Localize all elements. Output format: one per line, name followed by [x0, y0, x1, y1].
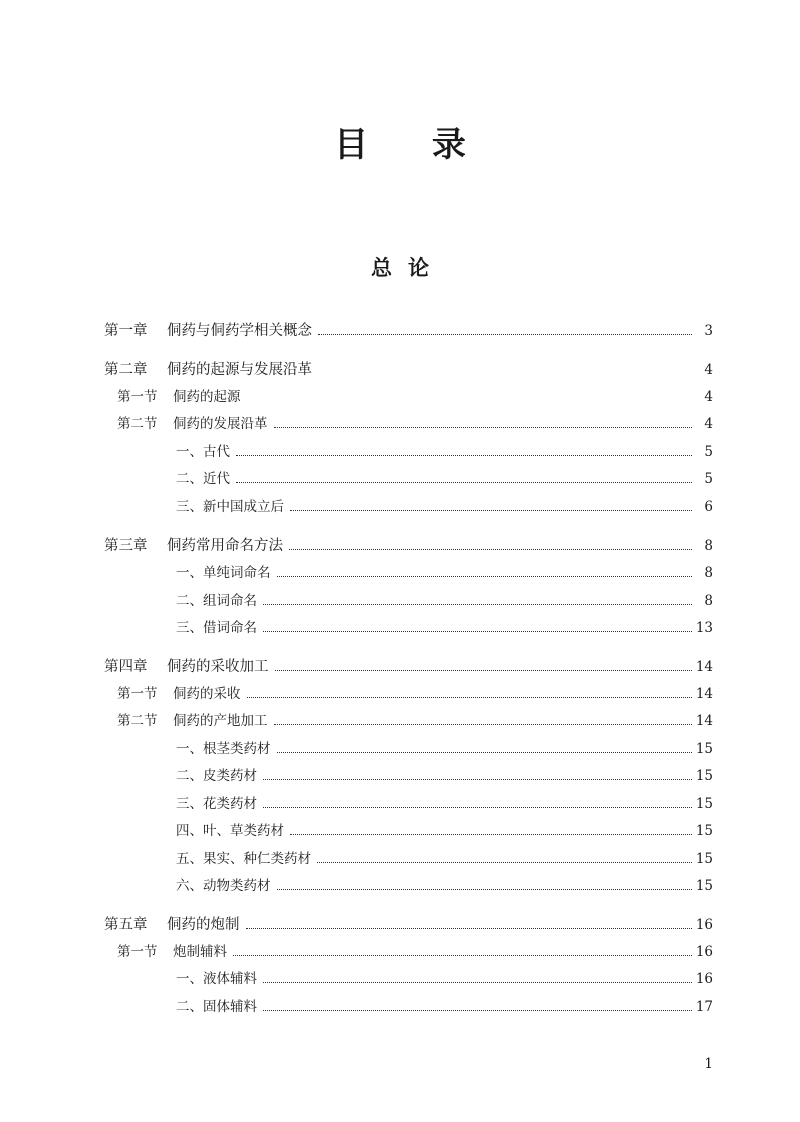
toc-page-number: 15 [695, 796, 713, 812]
toc-chapter-4[interactable] [0, 656, 800, 678]
toc-title: 侗药的起源 [173, 389, 241, 405]
toc-page-number: 5 [704, 471, 713, 487]
dot-leader [263, 807, 692, 808]
toc-page-number: 3 [704, 323, 713, 339]
toc-prefix: 第五章 [104, 917, 148, 933]
toc-title: 三、借词命名 [176, 620, 257, 636]
toc-item[interactable] [0, 562, 800, 584]
dot-leader [274, 724, 692, 725]
dot-leader [263, 631, 692, 632]
toc-title: 炮制辅料 [173, 944, 227, 960]
toc-section[interactable] [0, 941, 800, 963]
toc-item[interactable] [0, 617, 800, 639]
toc-title: 二、近代 [176, 471, 230, 487]
toc-prefix: 第二节 [117, 416, 158, 432]
toc-page-number: 6 [704, 499, 713, 515]
toc-item[interactable] [0, 468, 800, 490]
toc-page-number: 16 [695, 971, 713, 987]
toc-title: 二、固体辅料 [176, 999, 257, 1015]
dot-leader [246, 928, 692, 929]
toc-prefix: 第一节 [117, 686, 158, 702]
dot-leader [263, 604, 692, 605]
toc-page-number: 14 [695, 686, 713, 702]
toc-title: 二、组词命名 [176, 593, 257, 609]
dot-leader [263, 1010, 692, 1011]
dot-leader [236, 482, 692, 483]
toc-page-number: 17 [695, 999, 713, 1015]
dot-leader [289, 549, 692, 550]
page-number: 1 [704, 1056, 713, 1072]
toc-chapter-5[interactable] [0, 914, 800, 936]
page-title: 目 录 [334, 125, 492, 165]
toc-title: 侗药的采收 [173, 686, 241, 702]
dot-leader [318, 334, 692, 335]
toc-item[interactable] [0, 441, 800, 463]
toc-title: 一、单纯词命名 [176, 565, 271, 581]
dot-leader [277, 889, 692, 890]
toc-title: 侗药的产地加工 [173, 713, 268, 729]
toc-title: 六、动物类药材 [176, 878, 271, 894]
toc-title: 一、古代 [176, 444, 230, 460]
toc-title: 三、新中国成立后 [176, 499, 284, 515]
toc-page-number: 16 [695, 944, 713, 960]
toc-prefix: 第一章 [104, 323, 148, 339]
toc-prefix: 第三章 [104, 538, 148, 554]
toc-title: 一、液体辅料 [176, 971, 257, 987]
toc-page-number: 14 [695, 659, 713, 675]
dot-leader [277, 576, 692, 577]
toc-prefix: 第一节 [117, 389, 158, 405]
toc-prefix: 第一节 [117, 944, 158, 960]
toc-page-number: 8 [704, 538, 713, 554]
toc-item[interactable] [0, 848, 800, 870]
toc-page-number: 5 [704, 444, 713, 460]
dot-leader [233, 955, 692, 956]
dot-leader [275, 670, 692, 671]
section-title: 总论 [371, 256, 445, 280]
dot-leader [290, 834, 692, 835]
toc-title: 侗药常用命名方法 [167, 538, 283, 554]
toc-page-number: 16 [695, 917, 713, 933]
toc-item[interactable] [0, 996, 800, 1018]
toc-title: 二、皮类药材 [176, 768, 257, 784]
toc-page-number: 8 [704, 565, 713, 581]
toc-chapter-3[interactable] [0, 535, 800, 557]
dot-leader [274, 427, 692, 428]
toc-page-number: 14 [695, 713, 713, 729]
toc-section[interactable] [0, 683, 800, 705]
toc-item[interactable] [0, 875, 800, 897]
toc-title: 侗药的发展沿革 [173, 416, 268, 432]
dot-leader [277, 752, 692, 753]
dot-leader [263, 982, 692, 983]
toc-page-number: 15 [695, 741, 713, 757]
toc-page-number: 4 [704, 389, 713, 405]
toc-page-number: 15 [695, 768, 713, 784]
dot-leader [317, 862, 692, 863]
toc-page-number: 4 [704, 416, 713, 432]
toc-item[interactable] [0, 738, 800, 760]
dot-leader [290, 510, 692, 511]
toc-item[interactable] [0, 496, 800, 518]
toc-chapter-1[interactable] [0, 320, 800, 342]
toc-title: 侗药的起源与发展沿革 [167, 362, 312, 378]
toc-prefix: 第四章 [104, 659, 148, 675]
toc-prefix: 第二章 [104, 362, 148, 378]
toc-item[interactable] [0, 968, 800, 990]
toc-prefix: 第二节 [117, 713, 158, 729]
toc-page-number: 13 [695, 620, 713, 636]
toc-title: 侗药的炮制 [167, 917, 240, 933]
toc-section[interactable] [0, 413, 800, 435]
toc-title: 五、果实、种仁类药材 [176, 851, 311, 867]
toc-title: 一、根茎类药材 [176, 741, 271, 757]
toc-item[interactable] [0, 820, 800, 842]
toc-page-number: 15 [695, 823, 713, 839]
toc-section[interactable] [0, 386, 800, 408]
toc-item[interactable] [0, 765, 800, 787]
toc-title: 四、叶、草类药材 [176, 823, 284, 839]
toc-page-number: 15 [695, 878, 713, 894]
toc-page-number: 8 [704, 593, 713, 609]
dot-leader [247, 697, 692, 698]
dot-leader [236, 455, 692, 456]
toc-chapter-2[interactable] [0, 359, 800, 381]
toc-item[interactable] [0, 590, 800, 612]
toc-title: 三、花类药材 [176, 796, 257, 812]
toc-section[interactable] [0, 710, 800, 732]
toc-item[interactable] [0, 793, 800, 815]
dot-leader [263, 779, 692, 780]
toc-title: 侗药与侗药学相关概念 [167, 323, 312, 339]
toc-page-number: 15 [695, 851, 713, 867]
toc-title: 侗药的采收加工 [167, 659, 269, 675]
toc-page-number: 4 [704, 362, 713, 378]
